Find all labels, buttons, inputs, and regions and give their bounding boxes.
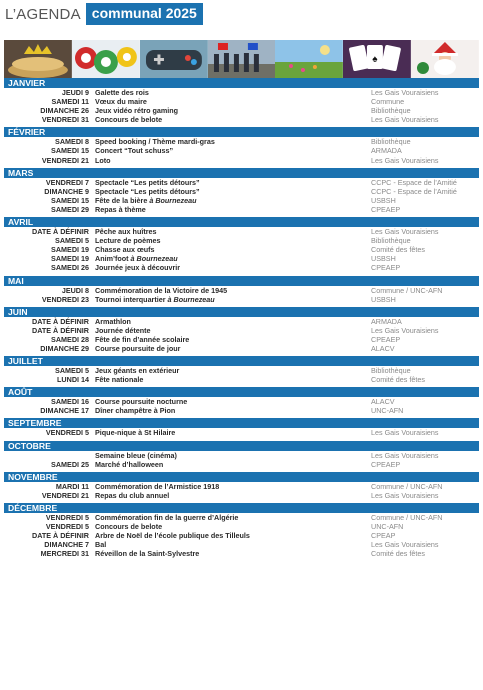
event-title <box>89 196 367 205</box>
event-row <box>4 549 479 558</box>
event-title <box>89 482 367 491</box>
event-row <box>4 196 479 205</box>
event-title <box>89 491 367 500</box>
event-title-text: Fête nationale <box>95 375 144 385</box>
event-title <box>89 88 367 97</box>
event-title-text: Pêche aux huîtres <box>95 227 157 237</box>
event-date: JEUDI 9 <box>61 88 89 97</box>
event-row <box>4 254 479 263</box>
event-row <box>4 97 479 106</box>
event-title <box>89 236 367 245</box>
event-title <box>89 344 367 353</box>
event-title-text: Dîner champêtre à Pion <box>95 406 176 416</box>
event-row <box>4 187 479 196</box>
event-organizer: Comité des fêtes <box>371 245 425 255</box>
event-organizer: CCPC - Espace de l’Amitié <box>371 177 457 187</box>
event-organizer: Les Gais Vouraisiens <box>371 428 439 438</box>
event-title-text: Chasse aux œufs <box>95 245 155 255</box>
playing-cards-image <box>343 40 411 78</box>
event-title-text: Repas du club annuel <box>95 490 170 500</box>
event-row <box>4 263 479 272</box>
event-title-text: Réveillon de la Saint-Sylvestre <box>95 549 200 559</box>
event-date <box>4 451 89 460</box>
month-header: MAI <box>4 276 479 286</box>
event-row <box>4 540 479 549</box>
event-title-text: Armathlon <box>95 316 131 326</box>
event-organizer: CPEAP <box>371 531 396 541</box>
event-organizer: Commune / UNC-AFN <box>371 481 443 491</box>
event-title-text: Jeux vidéo rétro gaming <box>95 106 179 116</box>
event-title-text: Fête de fin d’année scolaire <box>95 334 190 344</box>
month-header: AVRIL <box>4 217 479 227</box>
event-organizer: Les Gais Vouraisiens <box>371 450 439 460</box>
month-header: JUILLET <box>4 356 479 366</box>
title-main: communal 2025 <box>86 3 203 25</box>
event-title-text: Course poursuite nocturne <box>95 397 188 407</box>
event-title-text: Concours de belote <box>95 115 163 125</box>
event-title <box>89 460 367 469</box>
month-header: JUIN <box>4 307 479 317</box>
event-title-text: Marché d’halloween <box>95 459 164 469</box>
event-date: SAMEDI 25 <box>51 459 89 469</box>
event-organizer: USBSH <box>371 254 396 264</box>
event-title <box>89 549 367 558</box>
month-header: DÉCEMBRE <box>4 503 479 513</box>
event-title <box>89 254 367 263</box>
event-title <box>89 428 367 437</box>
event-organizer: Comité des fêtes <box>371 549 425 559</box>
event-title <box>89 397 367 406</box>
event-title-text: Course poursuite de jour <box>95 343 181 353</box>
event-title <box>89 137 367 146</box>
title-prefix: L’AGENDA <box>5 5 81 23</box>
agenda-list <box>4 78 479 558</box>
event-date: DATE À DÉFINIR <box>32 531 89 541</box>
event-date: DIMANCHE 26 <box>40 106 89 116</box>
event-title <box>89 245 367 254</box>
event-organizer: ALACV <box>371 343 395 353</box>
event-date: VENDREDI 21 <box>41 490 89 500</box>
event-date: MARDI 11 <box>55 481 89 491</box>
event-date: SAMEDI 19 <box>51 245 89 255</box>
event-row <box>4 522 479 531</box>
event-organizer: CCPC - Espace de l’Amitié <box>371 186 457 196</box>
event-row <box>4 397 479 406</box>
event-title-text: Bal <box>95 540 107 550</box>
event-title <box>89 326 367 335</box>
event-organizer: USBSH <box>371 294 396 304</box>
event-title-text: Loto <box>95 155 111 165</box>
event-date: VENDREDI 21 <box>41 155 89 165</box>
event-organizer: Bibliothèque <box>371 236 411 246</box>
event-title <box>89 286 367 295</box>
event-date: DIMANCHE 7 <box>44 540 89 550</box>
event-organizer: Les Gais Vouraisiens <box>371 325 439 335</box>
event-organizer: UNC-AFN <box>371 406 404 416</box>
event-date: DATE À DÉFINIR <box>32 325 89 335</box>
event-date: VENDREDI 31 <box>41 115 89 125</box>
event-row <box>4 344 479 353</box>
event-date: SAMEDI 26 <box>51 263 89 273</box>
event-organizer: Les Gais Vouraisiens <box>371 155 439 165</box>
landscape-image <box>275 40 343 78</box>
event-row <box>4 491 479 500</box>
santa-image <box>411 40 479 78</box>
event-title-text: Commémoration fin de la guerre d’Algérie <box>95 512 239 522</box>
event-title-text: Journée détente <box>95 325 151 335</box>
page-title <box>5 3 203 25</box>
event-organizer: ALACV <box>371 397 395 407</box>
photo-banner <box>4 40 479 78</box>
event-row <box>4 178 479 187</box>
month-header: FÉVRIER <box>4 127 479 137</box>
event-date: SAMEDI 5 <box>55 366 89 376</box>
event-title <box>89 451 367 460</box>
event-row <box>4 146 479 155</box>
event-organizer: Les Gais Vouraisiens <box>371 227 439 237</box>
event-organizer: CPEAEP <box>371 263 401 273</box>
cake-image <box>4 40 72 78</box>
event-title-text: Lecture de poèmes <box>95 236 161 246</box>
event-row <box>4 406 479 415</box>
event-title <box>89 263 367 272</box>
event-organizer: CPEAEP <box>371 334 401 344</box>
event-date: VENDREDI 5 <box>45 512 89 522</box>
event-organizer: CPEAEP <box>371 459 401 469</box>
event-row <box>4 317 479 326</box>
month-header: SEPTEMBRE <box>4 418 479 428</box>
event-row <box>4 513 479 522</box>
event-date: SAMEDI 29 <box>51 204 89 214</box>
event-date: DIMANCHE 29 <box>40 343 89 353</box>
event-title-text: Anim’foot <box>95 254 131 264</box>
month-header: NOVEMBRE <box>4 472 479 482</box>
event-title-text: Concours de belote <box>95 522 163 531</box>
event-organizer: Les Gais Vouraisiens <box>371 540 439 550</box>
event-location: à Bournezeau <box>130 254 178 264</box>
event-row <box>4 460 479 469</box>
event-date: VENDREDI 7 <box>45 177 89 187</box>
event-organizer: Les Gais Vouraisiens <box>371 88 439 97</box>
event-row <box>4 451 479 460</box>
event-organizer: Bibliothèque <box>371 106 411 116</box>
event-row <box>4 115 479 124</box>
event-title <box>89 540 367 549</box>
event-row <box>4 245 479 254</box>
event-title <box>89 227 367 236</box>
event-title-text: Concert “Tout schuss” <box>95 146 174 156</box>
event-row <box>4 428 479 437</box>
month-header: OCTOBRE <box>4 441 479 451</box>
event-organizer: Les Gais Vouraisiens <box>371 490 439 500</box>
ceremony-image <box>208 40 276 78</box>
event-date: SAMEDI 19 <box>51 254 89 264</box>
event-title-text: Spectacle “Les petits détours” <box>95 186 200 196</box>
event-title <box>89 97 367 106</box>
event-title-text: Fête de la bière <box>95 195 150 205</box>
event-organizer: Bibliothèque <box>371 366 411 376</box>
event-title-text: Commémoration de l’Armistice 1918 <box>95 481 220 491</box>
event-row <box>4 236 479 245</box>
event-title <box>89 295 367 304</box>
event-title-text: Tournoi interquartier <box>95 294 168 304</box>
event-row <box>4 531 479 540</box>
event-title <box>89 146 367 155</box>
event-row <box>4 88 479 97</box>
event-date: MERCREDI 31 <box>40 549 89 559</box>
event-organizer: Comité des fêtes <box>371 375 425 385</box>
event-row <box>4 286 479 295</box>
lottery-balls-image <box>72 40 140 78</box>
event-row <box>4 137 479 146</box>
event-organizer: Commune / UNC-AFN <box>371 285 443 295</box>
month-header: MARS <box>4 168 479 178</box>
month-header: AOÛT <box>4 387 479 397</box>
event-title-text: Journée jeux à découvrir <box>95 263 181 273</box>
event-date: DATE À DÉFINIR <box>32 227 89 237</box>
event-date: DIMANCHE 17 <box>40 406 89 416</box>
event-organizer: UNC-AFN <box>371 522 404 531</box>
event-date: VENDREDI 23 <box>41 294 89 304</box>
event-title <box>89 522 367 531</box>
event-organizer: USBSH <box>371 195 396 205</box>
event-row <box>4 106 479 115</box>
event-title-text: Spectacle “Les petits détours” <box>95 177 200 187</box>
event-title <box>89 187 367 196</box>
event-row <box>4 227 479 236</box>
event-title <box>89 513 367 522</box>
svg-text:♠: ♠ <box>372 53 378 66</box>
event-date: VENDREDI 5 <box>45 428 89 438</box>
event-date: JEUDI 8 <box>61 285 89 295</box>
event-title-text: Semaine bleue (cinéma) <box>95 450 177 460</box>
event-title <box>89 366 367 375</box>
event-date: SAMEDI 11 <box>51 97 89 107</box>
event-location: à Bournezeau <box>149 195 197 205</box>
event-row <box>4 156 479 165</box>
event-title <box>89 335 367 344</box>
event-date: DIMANCHE 9 <box>44 186 89 196</box>
event-date: VENDREDI 5 <box>45 522 89 531</box>
event-title <box>89 115 367 124</box>
event-title-text: Speed booking / Thème mardi-gras <box>95 137 215 147</box>
event-date: SAMEDI 5 <box>55 236 89 246</box>
event-date: LUNDI 14 <box>57 375 89 385</box>
event-row <box>4 482 479 491</box>
event-date: DATE À DÉFINIR <box>32 316 89 326</box>
event-organizer: Bibliothèque <box>371 137 411 147</box>
event-organizer: Commune / UNC-AFN <box>371 512 443 522</box>
event-title <box>89 406 367 415</box>
event-organizer: Commune <box>371 97 405 107</box>
event-organizer: ARMADA <box>371 146 402 156</box>
event-title <box>89 375 367 384</box>
event-organizer: ARMADA <box>371 316 402 326</box>
event-title-text: Galette des rois <box>95 88 149 97</box>
event-title <box>89 178 367 187</box>
event-date: SAMEDI 28 <box>51 334 89 344</box>
event-title <box>89 531 367 540</box>
event-row <box>4 295 479 304</box>
event-title-text: Jeux géants en extérieur <box>95 366 180 376</box>
event-title-text: Repas à thème <box>95 204 146 214</box>
event-title-text: Pique-nique à St Hilaire <box>95 428 176 438</box>
event-title <box>89 317 367 326</box>
event-date: SAMEDI 15 <box>51 146 89 156</box>
event-date: SAMEDI 15 <box>51 195 89 205</box>
event-row <box>4 205 479 214</box>
event-row <box>4 335 479 344</box>
month-header: JANVIER <box>4 78 479 88</box>
event-date: SAMEDI 8 <box>55 137 89 147</box>
event-location: à Bournezeau <box>167 294 215 304</box>
event-organizer: CPEAEP <box>371 204 401 214</box>
event-row <box>4 366 479 375</box>
event-row <box>4 326 479 335</box>
event-organizer: Les Gais Vouraisiens <box>371 115 439 125</box>
event-title-text: Arbre de Noël de l’école publique des Tilleuls <box>95 531 250 541</box>
event-title <box>89 106 367 115</box>
video-game-image <box>140 40 208 78</box>
event-title-text: Vœux du maire <box>95 97 147 107</box>
event-row <box>4 375 479 384</box>
event-title <box>89 156 367 165</box>
event-title-text: Commémoration de la Victoire de 1945 <box>95 285 228 295</box>
event-date: SAMEDI 16 <box>51 397 89 407</box>
event-title <box>89 205 367 214</box>
